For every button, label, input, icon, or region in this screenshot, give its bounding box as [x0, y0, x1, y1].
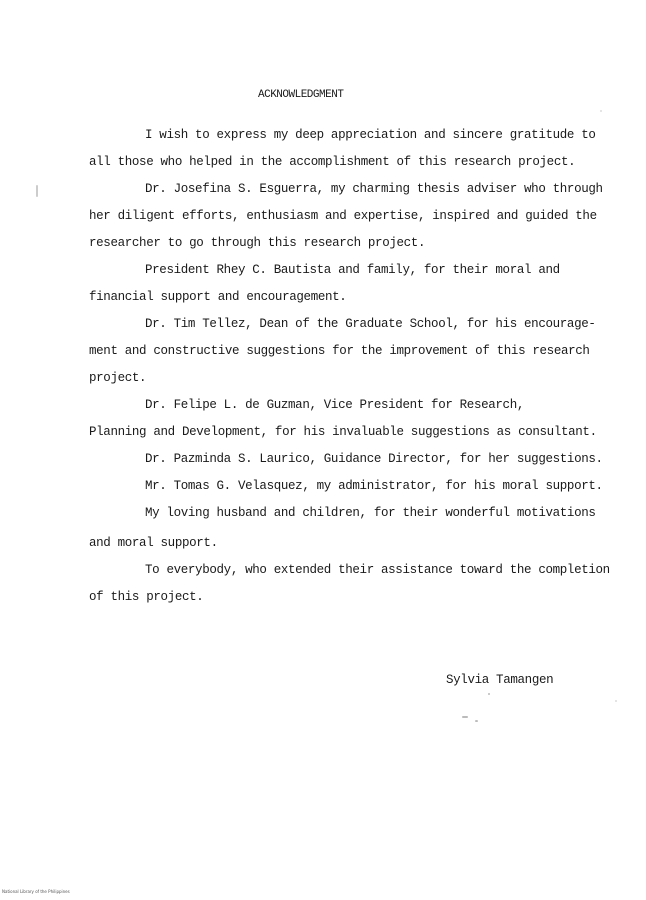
- text-line: To everybody, who extended their assistance toward the completion: [145, 563, 610, 577]
- text-line: Dr. Josefina S. Esguerra, my charming thesis adviser who through: [145, 182, 603, 196]
- text-line: Dr. Felipe L. de Guzman, Vice President for Research,: [145, 398, 525, 412]
- text-line: Planning and Development, for his invaluable suggestions as consultant.: [89, 425, 597, 439]
- page-title: ACKNOWLEDGMENT: [258, 89, 344, 101]
- text-line: Dr. Tim Tellez, Dean of the Graduate School, for his encourage-: [145, 317, 596, 331]
- footer-text: National Library of the Philippines: [2, 889, 70, 894]
- scan-artifact: [36, 185, 38, 197]
- text-line: project.: [89, 371, 147, 385]
- text-line: President Rhey C. Bautista and family, for their moral and: [145, 263, 560, 277]
- scan-artifact: [488, 693, 490, 695]
- text-line: I wish to express my deep appreciation and sincere gratitude to: [145, 128, 596, 142]
- signature-name: Sylvia Tamangen: [446, 673, 554, 687]
- text-line: Dr. Pazminda S. Laurico, Guidance Director, for her suggestions.: [145, 452, 603, 466]
- scan-artifact: [600, 110, 602, 112]
- text-line: her diligent efforts, enthusiasm and expertise, inspired and guided the: [89, 209, 597, 223]
- text-line: My loving husband and children, for their wonderful motivations: [145, 506, 596, 520]
- text-line: financial support and encouragement.: [89, 290, 347, 304]
- scan-artifact: [615, 700, 617, 702]
- text-line: and moral support.: [89, 536, 218, 550]
- scan-artifact: [475, 720, 478, 722]
- text-line: of this project.: [89, 590, 204, 604]
- scan-artifact: [462, 716, 468, 718]
- text-line: ment and constructive suggestions for the improvement of this research: [89, 344, 590, 358]
- text-line: Mr. Tomas G. Velasquez, my administrator, for his moral support.: [145, 479, 603, 493]
- text-line: researcher to go through this research project.: [89, 236, 426, 250]
- text-line: all those who helped in the accomplishment of this research project.: [89, 155, 576, 169]
